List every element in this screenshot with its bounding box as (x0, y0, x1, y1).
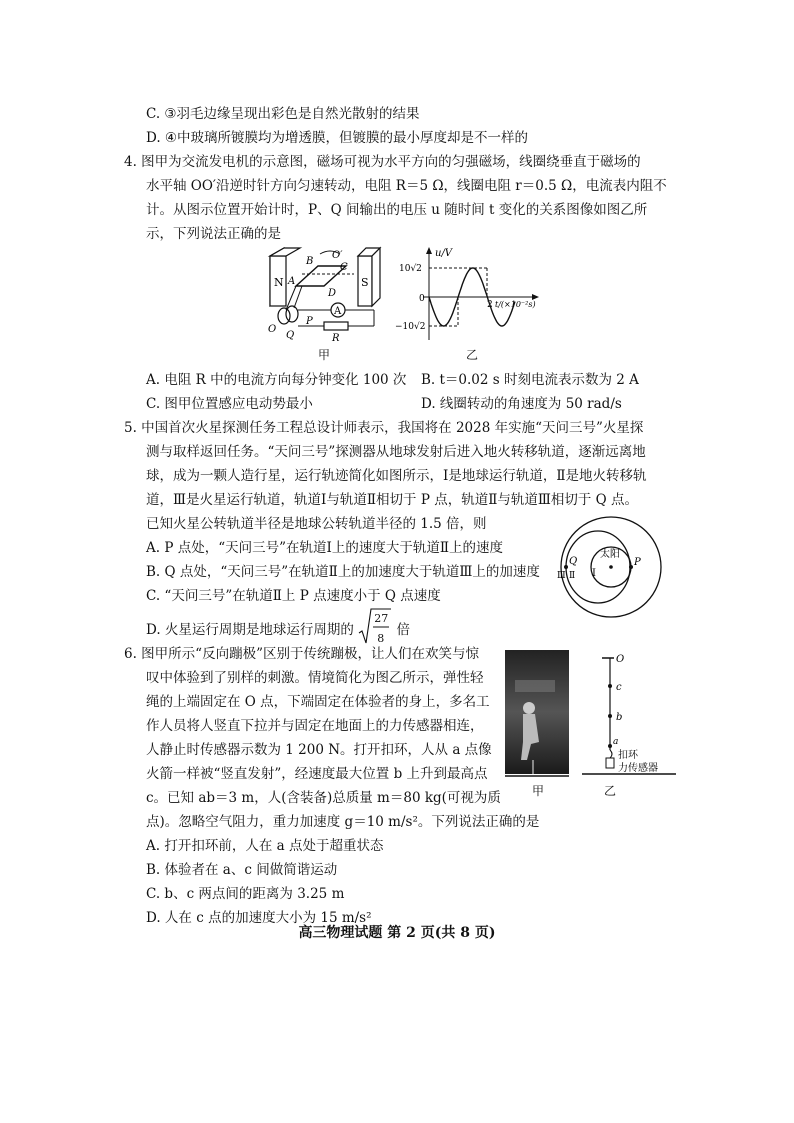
u-axis-label: u/V (435, 248, 453, 259)
orbit-iii-label: Ⅲ (557, 571, 566, 581)
force-sensor-icon (606, 758, 614, 768)
label-c: c (616, 682, 622, 693)
orbit-i-label: Ⅰ (592, 568, 596, 579)
sun-icon (609, 565, 613, 569)
q6-stem-6: 火箭一样被“竖直发射”，经速度最大位置 b 上升到最高点 (146, 766, 488, 782)
fig4-caption-jia: 甲 (318, 348, 331, 362)
point-q-label: Q (569, 556, 578, 567)
q6-stem-4: 作人员将人竖直下拉并与固定在地面上的力传感器相连， (146, 718, 484, 734)
label-a: A (288, 276, 296, 287)
orbit-ii-label: Ⅱ (569, 571, 576, 581)
frac-denominator: 8 (377, 631, 385, 645)
bungee-schematic (572, 650, 682, 782)
page-footer: 高三物理试题 第 2 页(共 8 页) (298, 925, 496, 941)
label-o2: O′ (332, 250, 343, 261)
reverse-bungee-photo (505, 650, 569, 780)
q5-option-a: A. P 点处，“天问三号”在轨道Ⅰ上的速度大于轨道Ⅱ上的速度 (146, 540, 504, 556)
label-p: P (306, 316, 313, 327)
q5-option-d-suffix: 倍 (396, 622, 411, 638)
q6-stem-7: c。已知 ab＝3 m，人(含装备)总质量 m＝80 kg(可视为质 (146, 790, 501, 806)
q5-option-d-text: D. 火星运行周期是地球运行周期的 (146, 622, 354, 638)
point-p-label: P (634, 557, 641, 568)
q6-stem-1: 6. 图甲所示“反向蹦极”区别于传统蹦极，让人们在欢笑与惊 (124, 646, 479, 662)
q4-stem-3: 计。从图示位置开始计时，P、Q 间输出的电压 u 随时间 t 变化的关系图像如图乙所 (146, 202, 648, 218)
q6-stem-2: 叹中体验到了别样的刺激。情境简化为图乙所示，弹性轻 (146, 670, 484, 686)
q5-option-d (146, 611, 411, 645)
q4-stem-2: 水平轴 OO′沿逆时针方向匀速转动，电阻 R＝5 Ω，线圈电阻 r＝0.5 Ω，电流表内阻不 (146, 178, 667, 194)
t-two-label: 2 (487, 300, 493, 310)
sun-label: 太阳 (600, 549, 620, 560)
resistor-icon (324, 322, 348, 330)
y-bottom-label: −10√2 (395, 322, 426, 332)
q6-option-c: C. b、c 两点间的距离为 3.25 m (146, 886, 345, 902)
q4-option-c: C. 图甲位置感应电动势最小 (146, 396, 313, 412)
q4-option-a: A. 电阻 R 中的电流方向每分钟变化 100 次 (146, 372, 407, 388)
label-d: D (328, 288, 337, 299)
q6-stem-8: 点)。忽略空气阻力，重力加速度 g＝10 m/s²。下列说法正确的是 (146, 814, 540, 830)
q6-stem-3: 绳的上端固定在 O 点，下端固定在体验者的身上，多名工 (146, 694, 490, 710)
label-o: O (616, 654, 625, 665)
q4-option-b: B. t＝0.02 s 时刻电流表示数为 2 A (421, 372, 639, 388)
voltage-graph (395, 244, 545, 344)
t-axis-label: t/(×10⁻²s) (495, 300, 536, 309)
q4-option-d: D. 线圈转动的角速度为 50 rad/s (421, 396, 622, 412)
frac-numerator: 27 (374, 611, 389, 625)
q4-stem-1: 4. 图甲为交流发电机的示意图，磁场可视为水平方向的匀强磁场，线圈绕垂直于磁场的 (124, 154, 641, 170)
label-c: C (340, 262, 348, 273)
q6-option-a: A. 打开扣环前，人在 a 点处于超重状态 (146, 838, 384, 854)
sqrt-fraction (358, 611, 392, 645)
q5-option-b: B. Q 点处，“天问三号”在轨道Ⅱ上的加速度大于轨道Ⅲ上的加速度 (146, 564, 540, 580)
option-d-q3: D. ④中玻璃所镀膜均为增透膜，但镀膜的最小厚度却是不一样的 (146, 130, 529, 146)
label-n: N (274, 276, 284, 289)
label-a: a (613, 737, 619, 747)
q5-stem-5: 已知火星公转轨道半径是地球公转轨道半径的 1.5 倍，则 (146, 516, 487, 532)
q5-stem-3: 球，成为一颗人造行星，运行轨迹简化如图所示，Ⅰ是地球运行轨道，Ⅱ是地火转移轨 (146, 468, 647, 484)
label-b: b (616, 712, 623, 723)
q4-stem-4: 示，下列说法正确的是 (146, 226, 281, 242)
q6-option-d: D. 人在 c 点的加速度大小为 15 m/s² (146, 910, 372, 926)
label-q: Q (286, 330, 295, 341)
q5-option-c: C. “天问三号”在轨道Ⅱ上 P 点速度小于 Q 点速度 (146, 588, 441, 604)
q5-stem-4: 道，Ⅲ是火星运行轨道，轨道Ⅰ与轨道Ⅱ相切于 P 点，轨道Ⅱ与轨道Ⅲ相切于 Q 点。 (146, 492, 639, 508)
generator-diagram (262, 244, 392, 344)
fig4-caption-yi: 乙 (466, 348, 479, 362)
y-top-label: 10√2 (399, 264, 422, 274)
zero-label: 0 (419, 294, 425, 304)
fig6-caption-yi: 乙 (604, 784, 617, 798)
label-o: O (268, 324, 277, 335)
label-b: B (306, 256, 314, 267)
fig6-caption-jia: 甲 (532, 784, 545, 798)
label-s: S (361, 276, 369, 289)
q5-stem-2: 测与取样返回任务。“天问三号”探测器从地球发射后进入地火转移轨道，逐渐远离地 (146, 444, 646, 460)
sensor-label: 力传感器 (618, 763, 658, 774)
ammeter-label: A (334, 306, 342, 317)
transfer-orbit (566, 531, 630, 603)
q5-stem-1: 5. 中国首次火星探测任务工程总设计师表示，我国将在 2028 年实施“天问三号”火星探 (124, 420, 644, 436)
q6-stem-5: 人静止时传感器示数为 1 200 N。打开扣环，人从 a 点像 (146, 742, 492, 758)
orbit-diagram (556, 512, 666, 622)
label-r: R (332, 333, 340, 344)
buckle-label: 扣环 (618, 750, 638, 761)
option-c-q3: C. ③羽毛边缘呈现出彩色是自然光散射的结果 (146, 106, 420, 122)
q6-option-b: B. 体验者在 a、c 间做简谐运动 (146, 862, 338, 878)
